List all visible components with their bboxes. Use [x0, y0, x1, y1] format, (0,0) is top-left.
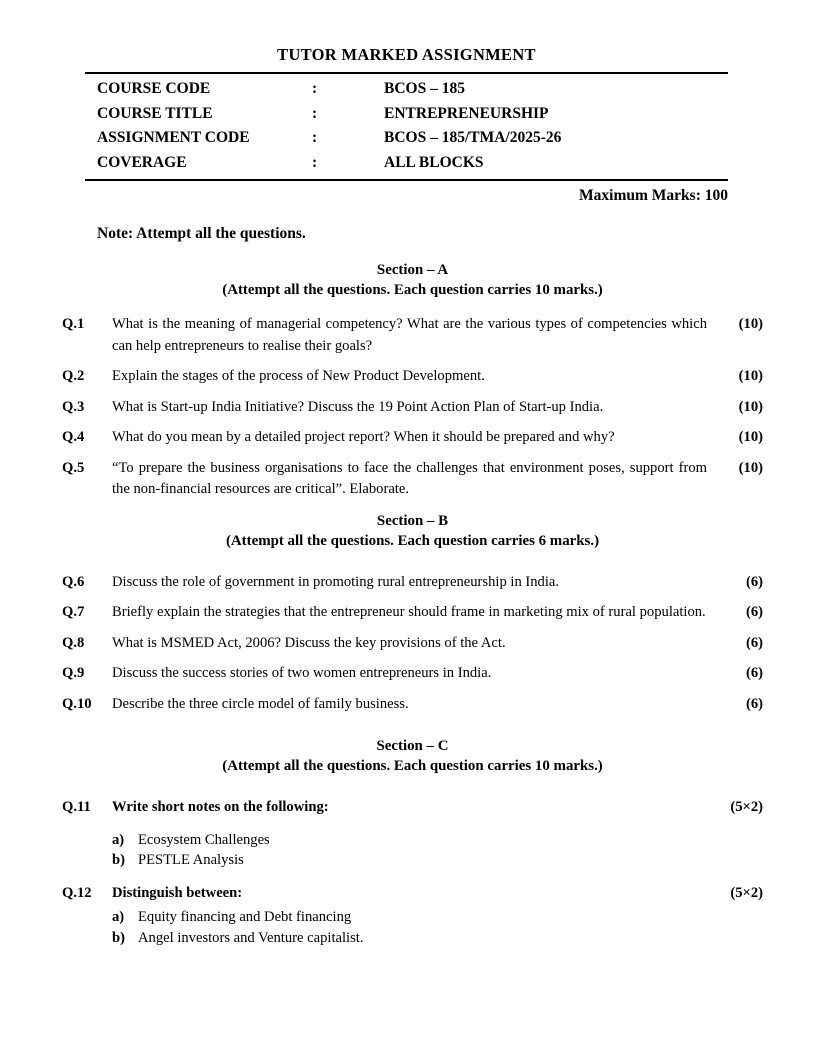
question-marks: (6) — [745, 665, 763, 681]
question-row-q7 — [62, 602, 763, 624]
subitem-text: PESTLE Analysis — [138, 852, 244, 868]
colon-separator: : — [312, 153, 318, 171]
question-row-q8 — [62, 633, 763, 655]
question-text: What is the meaning of managerial competency? What are the various types of competencies which can help entrepreneurs to realise their goals? — [112, 316, 707, 354]
question-row-q9 — [62, 663, 763, 685]
question-row-q6 — [62, 572, 763, 594]
section-heading: Section – C — [376, 738, 449, 754]
assignment-code-row — [97, 126, 728, 151]
question-number: Q.5 — [62, 459, 85, 476]
question-row-q10 — [62, 694, 763, 716]
subitem-label: b) — [112, 852, 125, 868]
colon-separator: : — [312, 129, 318, 146]
subitem-a — [112, 830, 707, 851]
assignment-code-value: BCOS – 185/TMA/2025-26 — [384, 129, 562, 146]
subitem-text: Equity financing and Debt financing — [138, 909, 352, 925]
question-marks: (6) — [745, 604, 763, 620]
course-info-table — [85, 72, 728, 181]
question-number: Q.11 — [62, 799, 91, 815]
section-a — [62, 260, 763, 501]
course-code-row — [97, 77, 728, 102]
section-heading: Section – A — [376, 262, 449, 278]
question-subitems — [112, 830, 707, 871]
question-number: Q.3 — [62, 398, 85, 415]
section-c-questions — [62, 797, 763, 948]
subitem-text: Angel investors and Venture capitalist. — [138, 929, 364, 946]
question-marks: (10) — [738, 316, 763, 332]
question-marks: (10) — [738, 398, 763, 415]
question-row-q1 — [62, 314, 763, 357]
question-text: “To prepare the business organisations to face the challenges that environment poses, support from the non-financial resources are critical”. Elaborate. — [112, 459, 707, 497]
course-title-row — [97, 102, 728, 127]
question-marks: (10) — [738, 429, 763, 445]
note-text: Note: Attempt all the questions. — [97, 225, 306, 242]
course-title-label: COURSE TITLE — [97, 104, 213, 122]
question-marks: (10) — [738, 368, 763, 384]
question-row-q4 — [62, 427, 763, 449]
course-code-label: COURSE CODE — [97, 80, 211, 97]
question-number: Q.6 — [62, 573, 85, 590]
section-b-questions — [62, 572, 763, 716]
question-text: Discuss the role of government in promoting rural entrepreneurship in India. — [112, 573, 560, 590]
question-row-q11 — [62, 797, 763, 871]
course-code-value: BCOS – 185 — [384, 80, 465, 97]
course-title-value: ENTREPRENEURSHIP — [384, 104, 549, 122]
page-title: TUTOR MARKED ASSIGNMENT — [277, 45, 536, 64]
colon-separator: : — [312, 80, 318, 97]
colon-separator: : — [312, 104, 318, 122]
question-subitems — [112, 907, 707, 948]
question-row-q12 — [62, 883, 763, 949]
question-marks: (10) — [738, 459, 763, 476]
section-c — [62, 736, 763, 948]
subitem-b — [112, 850, 707, 871]
question-number: Q.9 — [62, 665, 85, 681]
question-number: Q.12 — [62, 884, 92, 901]
coverage-label: COVERAGE — [97, 153, 187, 171]
subitem-b — [112, 928, 707, 949]
max-marks: Maximum Marks: 100 — [579, 187, 728, 204]
subitem-a — [112, 907, 707, 928]
section-subheading: (Attempt all the questions. Each question carries 10 marks.) — [222, 758, 603, 774]
question-number: Q.4 — [62, 429, 85, 445]
document-header — [85, 44, 728, 207]
question-number: Q.7 — [62, 604, 85, 620]
questions-content — [62, 260, 763, 948]
subitem-label: b) — [112, 929, 125, 946]
question-number: Q.1 — [62, 316, 85, 332]
question-marks: (6) — [745, 573, 763, 590]
question-text: Discuss the success stories of two women entrepreneurs in India. — [112, 665, 492, 681]
question-text: Explain the stages of the process of New Product Development. — [112, 368, 485, 384]
question-text: Describe the three circle model of family business. — [112, 695, 409, 712]
section-subheading: (Attempt all the questions. Each question carries 6 marks.) — [225, 532, 600, 549]
section-subheading: (Attempt all the questions. Each question carries 10 marks.) — [222, 282, 603, 298]
question-number: Q.2 — [62, 368, 85, 384]
question-marks: (5×2) — [730, 799, 763, 815]
assignment-code-label: ASSIGNMENT CODE — [97, 129, 250, 146]
question-number: Q.8 — [62, 634, 85, 651]
question-text: Briefly explain the strategies that the entrepreneur should frame in marketing mix of rural population. — [112, 604, 706, 620]
question-text: What do you mean by a detailed project report? When it should be prepared and why? — [112, 429, 615, 445]
question-number: Q.10 — [62, 695, 92, 712]
section-heading: Section – B — [376, 512, 449, 529]
question-row-q5 — [62, 458, 763, 501]
question-marks: (6) — [745, 695, 763, 712]
question-text: What is MSMED Act, 2006? Discuss the key provisions of the Act. — [112, 634, 506, 651]
question-text: Write short notes on the following: — [112, 799, 329, 815]
question-row-q3 — [62, 397, 763, 419]
question-marks: (5×2) — [730, 884, 763, 901]
section-a-questions — [62, 314, 763, 501]
subitem-text: Ecosystem Challenges — [138, 831, 270, 848]
subitem-label: a) — [112, 831, 125, 848]
question-text: What is Start-up India Initiative? Discuss the 19 Point Action Plan of Start-up India. — [112, 398, 604, 415]
section-b — [62, 511, 763, 716]
coverage-row — [97, 151, 728, 176]
question-row-q2 — [62, 366, 763, 388]
subitem-label: a) — [112, 909, 125, 925]
coverage-value: ALL BLOCKS — [384, 153, 484, 171]
question-marks: (6) — [745, 634, 763, 651]
question-text: Distinguish between: — [112, 884, 243, 901]
